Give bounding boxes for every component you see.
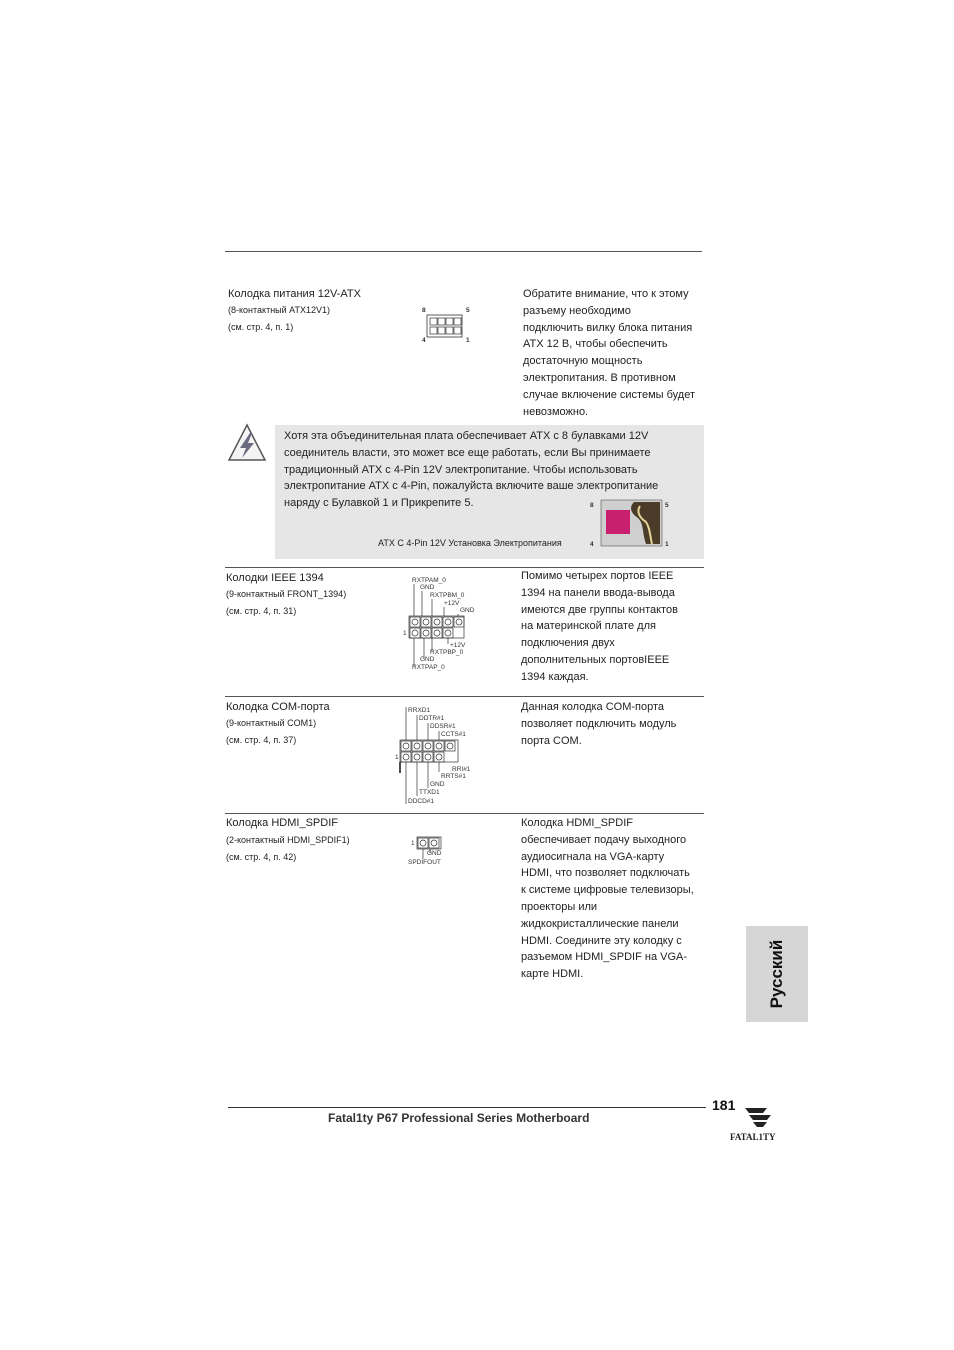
atx-pin-label-4: 4 xyxy=(422,337,426,344)
svg-text:+12V: +12V xyxy=(450,642,466,649)
photo-pin-label-8: 8 xyxy=(590,502,594,509)
fatal1ty-logo-text: FATAL1TY xyxy=(730,1132,776,1142)
atx-description: Обратите внимание, что к этому разъему необходимо подключить вилку блока питания ATX 12 В, чтобы обеспечить достаточную мощность электропитания. В противном случае включение системы будет невозможно. xyxy=(523,288,695,418)
svg-text:GND: GND xyxy=(420,656,435,663)
atx-page-ref: (см. стр. 4, п. 1) xyxy=(228,322,294,332)
com-description: Данная колодка COM-порта позволяет подключить модуль порта COM. xyxy=(521,701,677,747)
svg-text:GND: GND xyxy=(430,781,445,788)
com-pin-diagram xyxy=(392,703,482,807)
com-subtitle: (9-контактный COM1) xyxy=(226,718,317,728)
divider-2 xyxy=(225,696,704,697)
atx-connector-diagram xyxy=(415,303,480,348)
top-divider xyxy=(225,251,702,252)
svg-text:DDCD#1: DDCD#1 xyxy=(408,798,435,805)
ieee-description: Помимо четырех портов IEEE 1394 на панели ввода-вывода имеются две группы контактов на материнской плате для подключения двух дополнительных портовIEEE 1394 каждая. xyxy=(521,570,678,683)
svg-text:GND: GND xyxy=(427,850,442,857)
atx-pin-label-8: 8 xyxy=(422,307,426,314)
svg-text:DDSR#1: DDSR#1 xyxy=(430,723,456,730)
svg-text:RXTPAM_0: RXTPAM_0 xyxy=(412,577,446,584)
hdmi-page-ref: (см. стр. 4, п. 42) xyxy=(226,852,297,862)
language-tab xyxy=(746,926,808,1022)
footer-title: Fatal1ty P67 Professional Series Motherboard xyxy=(328,1111,590,1125)
svg-text:CCTS#1: CCTS#1 xyxy=(441,731,466,738)
ieee-page-ref: (см. стр. 4, п. 31) xyxy=(226,606,297,616)
svg-text:DDTR#1: DDTR#1 xyxy=(419,715,445,722)
fatal1ty-logo xyxy=(727,1104,789,1148)
com-page-ref: (см. стр. 4, п. 37) xyxy=(226,735,297,745)
svg-text:TTXD1: TTXD1 xyxy=(419,789,440,796)
hdmi-pin-diagram xyxy=(405,834,455,868)
svg-text:RRXD1: RRXD1 xyxy=(408,707,431,714)
svg-text:RXTPBP_0: RXTPBP_0 xyxy=(430,649,464,656)
svg-text:GND: GND xyxy=(420,584,435,591)
svg-text:RXTPBM_0: RXTPBM_0 xyxy=(430,592,465,599)
photo-pin-label-5: 5 xyxy=(665,502,669,509)
footer-divider xyxy=(228,1107,706,1108)
photo-pin-label-4: 4 xyxy=(590,541,594,548)
svg-text:RXTPAP_0: RXTPAP_0 xyxy=(412,664,445,671)
warning-box xyxy=(275,425,704,559)
com-title: Колодка COM-порта xyxy=(226,701,330,713)
warning-caption: ATX С 4-Pin 12V Установка Электропитания xyxy=(378,538,562,548)
atx-4pin-photo xyxy=(588,498,673,550)
ieee-title: Колодки IEEE 1394 xyxy=(226,572,324,584)
ieee-subtitle: (9-контактный FRONT_1394) xyxy=(226,589,347,599)
photo-pin-label-1: 1 xyxy=(665,541,669,548)
atx-pin-label-5: 5 xyxy=(466,307,470,314)
svg-text:SPDIFOUT: SPDIFOUT xyxy=(408,859,441,866)
page-number: 181 xyxy=(712,1097,736,1113)
hdmi-description: Колодка HDMI_SPDIF обеспечивает подачу выходного аудиосигнала на VGA-карту HDMI, что позволяет подключать к системе цифровые телевизоры, проекторы или жидкокристаллические панели HDMI. Соедините эту колодку с разъемом HDMI_SPDIF на VGA- карте HDMI. xyxy=(521,817,694,981)
svg-text:RRTS#1: RRTS#1 xyxy=(441,773,466,780)
ieee-pin-diagram xyxy=(400,574,490,674)
atx-title: Колодка питания 12V-ATX xyxy=(228,288,361,300)
warning-text: Хотя эта объединительная плата обеспечивает ATX с 8 булавками 12V соединитель власти, это может все еще работать, если Вы принимаете традиционный ATX с 4-Pin 12V электропитание. Чтобы использовать электропитание ATX с 4-Pin, пожалуйста включите ваше электропитание наряду с Булавкой 1 и Прикрепите 5. xyxy=(284,430,659,510)
svg-text:1: 1 xyxy=(395,754,399,761)
divider-3 xyxy=(225,813,704,814)
warning-icon xyxy=(226,422,268,464)
atx-subtitle: (8-контактный ATX12V1) xyxy=(228,305,331,315)
language-tab-label: Русский xyxy=(767,939,786,1009)
hdmi-subtitle: (2-контактный HDMI_SPDIF1) xyxy=(226,835,350,845)
atx-pin-label-1: 1 xyxy=(466,337,470,344)
svg-text:RRI#1: RRI#1 xyxy=(452,766,471,773)
hdmi-title: Колодка HDMI_SPDIF xyxy=(226,817,338,829)
svg-text:1: 1 xyxy=(411,840,415,847)
svg-text:GND: GND xyxy=(460,607,475,614)
svg-text:+12V: +12V xyxy=(444,600,460,607)
svg-text:1: 1 xyxy=(403,630,407,637)
